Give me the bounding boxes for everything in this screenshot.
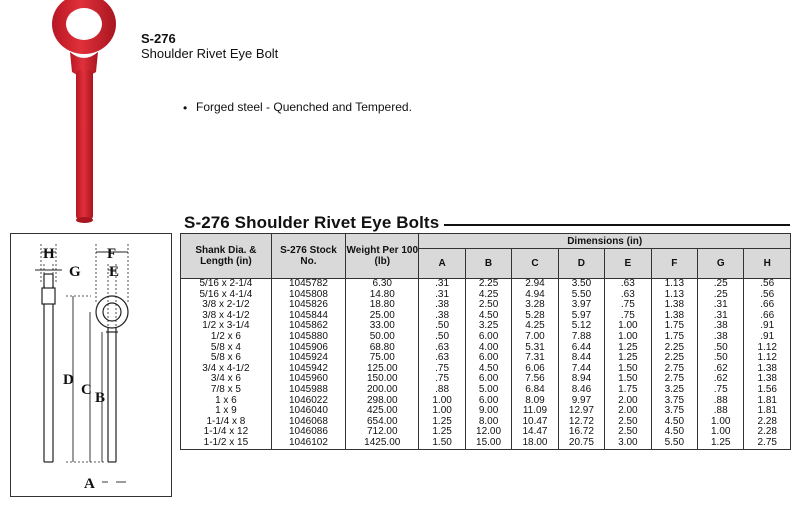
table-title: S-276 Shoulder Rivet Eye Bolts [184,213,440,232]
table-cell: 1.81 [744,396,791,407]
table-cell: 1045906 [271,343,345,354]
table-cell: 14.80 [346,290,419,301]
table-row [181,279,791,290]
table-cell: 4.50 [651,417,697,428]
table-cell: 16.72 [558,427,604,438]
table-cell: 6.84 [512,385,558,396]
table-cell: 5/16 x 4-1/4 [181,290,272,301]
table-cell: 9.00 [465,406,511,417]
table-cell: 4.94 [512,290,558,301]
table-cell: 6.00 [465,332,511,343]
table-cell: 1045880 [271,332,345,343]
table-row [181,364,791,375]
table-cell: 6.00 [465,353,511,364]
table-cell: 4.25 [512,321,558,332]
table-cell: 150.00 [346,374,419,385]
table-cell: .88 [698,406,744,417]
table-cell: .38 [419,300,465,311]
table-cell: 7.88 [558,332,604,343]
table-cell: .31 [419,279,465,290]
table-cell: .31 [698,300,744,311]
table-cell: 6.44 [558,343,604,354]
table-cell: .56 [744,279,791,290]
table-cell: 6.00 [465,374,511,385]
table-cell: 1-1/4 x 12 [181,427,272,438]
table-cell: 3/8 x 4-1/2 [181,311,272,322]
table-cell: 5.50 [558,290,604,301]
table-cell: 1.38 [744,364,791,375]
table-cell: .62 [698,374,744,385]
table-cell: 12.72 [558,417,604,428]
table-cell: 1045960 [271,374,345,385]
table-row [181,321,791,332]
table-cell: 68.80 [346,343,419,354]
table-cell: 8.44 [558,353,604,364]
title-rule [444,224,790,226]
table-cell: 5.97 [558,311,604,322]
header-dim-e: E [605,249,651,279]
table-cell: 4.50 [465,311,511,322]
table-cell: 3/4 x 6 [181,374,272,385]
table-cell: 1.00 [698,417,744,428]
table-cell: 8.09 [512,396,558,407]
table-cell: 1046040 [271,406,345,417]
table-cell: 1 x 9 [181,406,272,417]
table-cell: 1046022 [271,396,345,407]
table-row [181,311,791,322]
dimension-diagram-svg [11,234,171,496]
table-cell: 1.25 [605,353,651,364]
table-cell: 1046086 [271,427,345,438]
table-cell: 1045782 [271,279,345,290]
table-cell: 5/8 x 6 [181,353,272,364]
table-cell: .31 [419,290,465,301]
eye-bolt-photo [40,0,140,230]
table-cell: 2.75 [651,374,697,385]
table-cell: .63 [605,290,651,301]
table-cell: 1.25 [605,343,651,354]
bullet-icon: • [183,101,188,115]
table-row [181,290,791,301]
table-cell: .62 [698,364,744,375]
table-cell: 15.00 [465,438,511,449]
table-row [181,385,791,396]
table-cell: 5/16 x 2-1/4 [181,279,272,290]
table-cell: .75 [419,374,465,385]
table-cell: .75 [605,300,651,311]
table-cell: .38 [698,321,744,332]
table-cell: .50 [698,343,744,354]
table-cell: 200.00 [346,385,419,396]
table-cell: 7.31 [512,353,558,364]
table-cell: 2.28 [744,417,791,428]
table-cell: 1045924 [271,353,345,364]
table-cell: 4.25 [465,290,511,301]
table-cell: 2.25 [651,353,697,364]
table-cell: 4.50 [465,364,511,375]
table-cell: 33.00 [346,321,419,332]
table-cell: 3.97 [558,300,604,311]
table-cell: 1.25 [698,438,744,449]
table-cell: 11.09 [512,406,558,417]
table-cell: 6.00 [465,396,511,407]
table-cell: 1.12 [744,343,791,354]
table-cell: .38 [698,332,744,343]
product-code: S-276 [141,31,176,46]
table-cell: 1045808 [271,290,345,301]
table-cell: 10.47 [512,417,558,428]
header-dimensions: Dimensions (in) [419,234,791,249]
header-dim-d: D [558,249,604,279]
header-weight: Weight Per 100 (lb) [346,234,419,279]
table-row [181,374,791,385]
table-cell: 5.00 [465,385,511,396]
table-cell: 1.50 [605,374,651,385]
table-cell: 8.00 [465,417,511,428]
table-cell: 1.75 [605,385,651,396]
dim-label-b: B [95,390,106,406]
header-dim-b: B [465,249,511,279]
table-cell: 50.00 [346,332,419,343]
header-dim-h: H [744,249,791,279]
table-row [181,427,791,438]
header-dim-f: F [651,249,697,279]
table-row [181,396,791,407]
table-cell: 1425.00 [346,438,419,449]
table-cell: 2.94 [512,279,558,290]
table-cell: 2.50 [465,300,511,311]
table-cell: 7.44 [558,364,604,375]
table-cell: .91 [744,332,791,343]
table-cell: 1.38 [744,374,791,385]
table-cell: 4.00 [465,343,511,354]
feature-text: Forged steel - Quenched and Tempered. [196,100,412,114]
dimension-diagram [10,233,172,497]
table-cell: 712.00 [346,427,419,438]
table-cell: 2.00 [605,396,651,407]
table-row [181,300,791,311]
dim-label-e: E [109,264,120,280]
table-cell: 1.75 [651,332,697,343]
table-cell: .91 [744,321,791,332]
table-cell: 12.97 [558,406,604,417]
table-cell: .50 [698,353,744,364]
table-cell: 1.38 [651,311,697,322]
table-cell: 20.75 [558,438,604,449]
table-cell: 125.00 [346,364,419,375]
table-cell: 12.00 [465,427,511,438]
table-cell: 9.97 [558,396,604,407]
header-dim-c: C [512,249,558,279]
table-cell: 1.50 [605,364,651,375]
table-cell: 3.75 [651,406,697,417]
table-cell: 4.50 [651,427,697,438]
table-cell: 654.00 [346,417,419,428]
table-cell: 18.00 [512,438,558,449]
table-row [181,417,791,428]
table-row [181,353,791,364]
dim-label-f: F [107,246,117,262]
table-cell: 1.50 [419,438,465,449]
table-cell: 1-1/4 x 8 [181,417,272,428]
table-cell: 1045862 [271,321,345,332]
table-row [181,406,791,417]
table-cell: 5.31 [512,343,558,354]
table-cell: 1045942 [271,364,345,375]
table-cell: 7.00 [512,332,558,343]
table-cell: 7.56 [512,374,558,385]
dim-label-d: D [63,372,74,388]
dim-label-a: A [84,476,95,492]
table-cell: 7/8 x 5 [181,385,272,396]
table-cell: .88 [698,396,744,407]
table-cell: .66 [744,311,791,322]
table-cell: 1.81 [744,406,791,417]
header-dim-g: G [698,249,744,279]
spec-table-body [181,279,791,450]
table-cell: 3.25 [465,321,511,332]
table-cell: .63 [605,279,651,290]
table-cell: 2.25 [465,279,511,290]
table-cell: 3.28 [512,300,558,311]
table-cell: 5/8 x 4 [181,343,272,354]
table-cell: .25 [698,290,744,301]
table-cell: 3/8 x 2-1/2 [181,300,272,311]
table-cell: 1.25 [419,427,465,438]
table-cell: 425.00 [346,406,419,417]
table-cell: 1.13 [651,290,697,301]
table-cell: 1.00 [605,321,651,332]
table-cell: 1.00 [605,332,651,343]
table-cell: 1045826 [271,300,345,311]
table-cell: 3.50 [558,279,604,290]
table-cell: 1.00 [419,396,465,407]
table-row [181,343,791,354]
table-cell: 1/2 x 3-1/4 [181,321,272,332]
table-cell: 75.00 [346,353,419,364]
header-stock: S-276 Stock No. [271,234,345,279]
table-cell: 1.56 [744,385,791,396]
table-cell: 14.47 [512,427,558,438]
table-cell: 5.50 [651,438,697,449]
table-cell: 3/4 x 4-1/2 [181,364,272,375]
table-cell: 2.50 [605,417,651,428]
table-cell: 2.00 [605,406,651,417]
table-cell: 1.25 [419,417,465,428]
dim-label-h: H [43,246,55,262]
table-cell: 1-1/2 x 15 [181,438,272,449]
table-cell: .75 [698,385,744,396]
table-cell: .50 [419,321,465,332]
table-cell: 1.12 [744,353,791,364]
table-cell: .25 [698,279,744,290]
table-cell: 1.00 [419,406,465,417]
table-row [181,438,791,449]
table-cell: 2.75 [651,364,697,375]
table-cell: 8.94 [558,374,604,385]
table-cell: 3.75 [651,396,697,407]
table-cell: 3.00 [605,438,651,449]
table-cell: 5.28 [512,311,558,322]
table-cell: .38 [419,311,465,322]
table-cell: 1045844 [271,311,345,322]
table-cell: 1.38 [651,300,697,311]
table-cell: .31 [698,311,744,322]
table-row [181,332,791,343]
table-cell: 25.00 [346,311,419,322]
table-cell: 5.12 [558,321,604,332]
table-cell: .88 [419,385,465,396]
table-cell: 1045988 [271,385,345,396]
dim-label-c: C [81,382,92,398]
table-cell: 1 x 6 [181,396,272,407]
table-cell: 2.75 [744,438,791,449]
table-cell: 1/2 x 6 [181,332,272,343]
table-cell: 6.30 [346,279,419,290]
table-cell: 2.25 [651,343,697,354]
table-cell: 1.75 [651,321,697,332]
header-shank: Shank Dia. & Length (in) [181,234,272,279]
table-cell: 1.13 [651,279,697,290]
table-cell: 1046102 [271,438,345,449]
table-cell: 3.25 [651,385,697,396]
table-cell: 6.06 [512,364,558,375]
table-cell: 18.80 [346,300,419,311]
table-cell: .63 [419,343,465,354]
table-cell: .75 [605,311,651,322]
table-cell: .50 [419,332,465,343]
dim-label-g: G [69,264,81,280]
table-cell: 2.50 [605,427,651,438]
product-name: Shoulder Rivet Eye Bolt [141,46,279,61]
table-cell: .75 [419,364,465,375]
table-cell: .63 [419,353,465,364]
spec-table [180,233,791,450]
table-cell: 2.28 [744,427,791,438]
table-cell: .56 [744,290,791,301]
table-cell: 298.00 [346,396,419,407]
table-cell: 1046068 [271,417,345,428]
table-cell: 8.46 [558,385,604,396]
header-dim-a: A [419,249,465,279]
table-cell: .66 [744,300,791,311]
table-cell: 1.00 [698,427,744,438]
